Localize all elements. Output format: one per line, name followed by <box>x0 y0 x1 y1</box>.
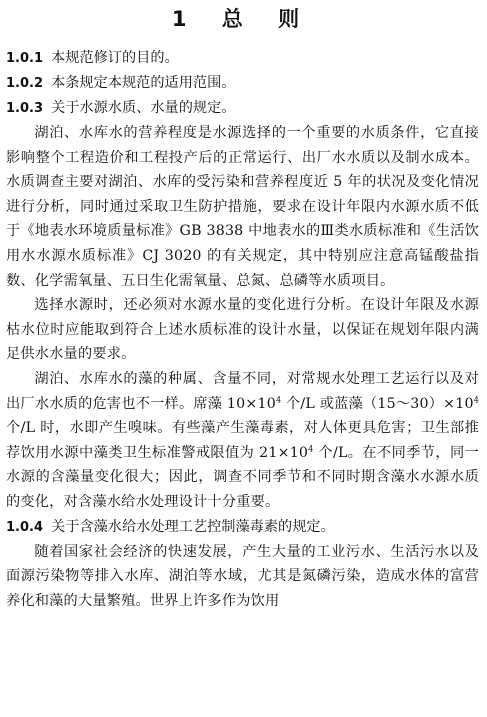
clause-1-0-4 <box>6 515 479 540</box>
paragraph-text: 个/L 时，水即产生嗅味。有些藻产生藻毒素，对人体更具危害；卫生部推荐饮用水源中藻类卫生标准警戒限值为 21×10 <box>6 420 479 461</box>
clause-number: 1.0.4 <box>6 519 44 535</box>
clause-1-0-2 <box>6 71 479 96</box>
clause-1-0-1 <box>6 46 479 71</box>
clause-text: 关于水源水质、水量的规定。 <box>51 100 236 116</box>
exponent: 4 <box>308 443 314 453</box>
clause-number: 1.0.1 <box>6 51 44 66</box>
paragraph-eutrophication: 随着国家社会经济的快速发展，产生大量的工业污水、生活污水以及面源污染物等排入水库、湖泊等水域，尤其是氮磷污染，造成水体的富营养化和藻的大量繁殖。世界上许多作为饮用 <box>6 543 479 609</box>
clause-number: 1.0.2 <box>6 76 44 91</box>
paragraph-water-quality: 湖泊、水库水的营养程度是水源选择的一个重要的水质条件，它直接影响整个工程造价和工程投产后的正常运行、出厂水水质以及制水成本。水质调查主要对湖泊、水库的受污染和营养程度近 5 年的状况及变化情况进行分析，同时通过采取卫生防护措施，要求在设计年限内水源水质不低于《地表水环境质量标准》GB 3838 中地表水的Ⅲ类水质标准和《生活饮用水水源水质标准》CJ 3020 的有关规定，其中特别应注意高锰酸盐指数、化学需氧量、五日生化需氧量、总氮、总磷等水质项目。 <box>6 125 479 289</box>
clause-number: 1.0.3 <box>6 101 44 116</box>
clause-text: 本条规定本规范的适用范围。 <box>51 75 236 91</box>
paragraph-water-quantity: 选择水源时，还必须对水源水量的变化进行分析。在设计年限及水源枯水位时应能取到符合上述水质标准的设计水量，以保证在规划年限内满足供水水量的要求。 <box>6 297 479 363</box>
clause-text: 本规范修订的目的。 <box>51 50 179 66</box>
exponent: 4 <box>275 394 282 404</box>
paragraph-text: 湖泊、水库水的藻的种属、含量不同，对常规水处理工艺运行以及对出厂水水质的危害也不一样。席藻 10×10 <box>6 370 479 412</box>
paragraph-text: 个/L 或蓝藻（15～30）×10 <box>281 395 474 412</box>
paragraph-text: 个/L。在不同季节，同一水源的含藻量变化很大；因此，调查不同季节和不同时期含藻水水源水质的变化，对含藻水给水处理设计十分重要。 <box>6 444 479 510</box>
clause-1-0-3 <box>6 96 479 121</box>
paragraph-algae <box>6 367 479 515</box>
chapter-title: 1 总 则 <box>171 7 314 31</box>
clause-text: 关于含藻水给水处理工艺控制藻毒素的规定。 <box>51 518 335 535</box>
exponent: 4 <box>473 394 479 404</box>
